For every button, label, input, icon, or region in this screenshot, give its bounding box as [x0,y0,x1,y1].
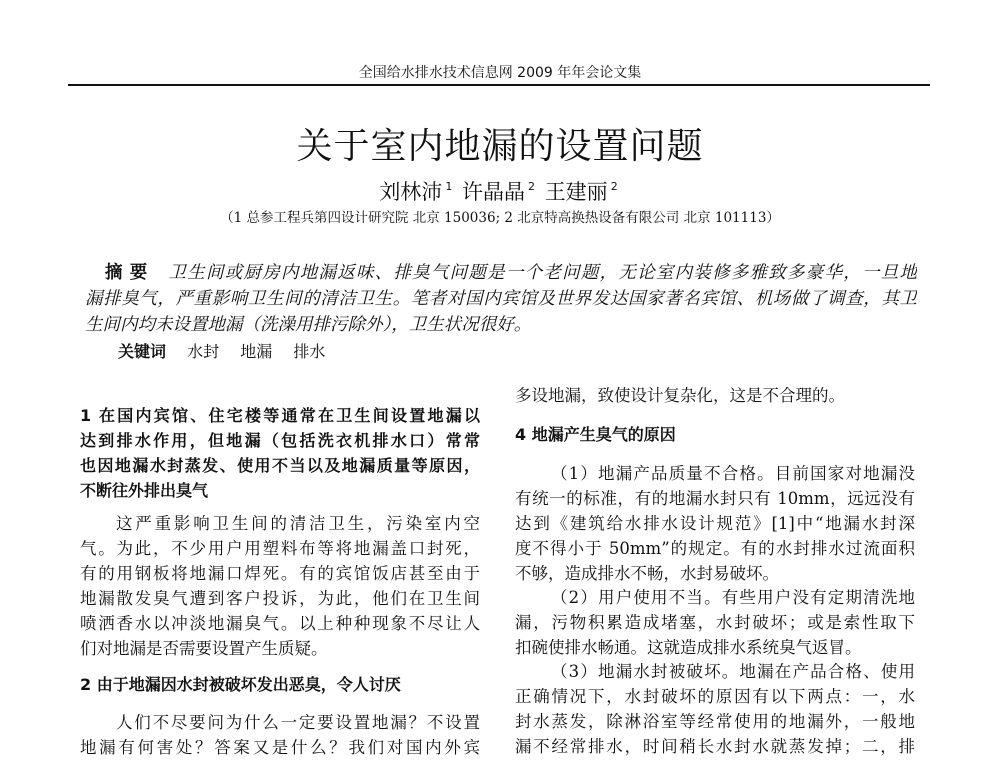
text-line: 地漏有何害处？答案又是什么？我们对国内外宾 [80,738,480,757]
author-affiliation-mark: 2 [528,180,535,193]
text-line: 们对地漏是否需要设置产生质疑。 [80,639,328,658]
section-2-heading [80,672,480,697]
text-line: 漏不经常排水，时间稍长水封水就蒸发掉；二，排 [515,737,915,756]
text-line: 多设地漏，致使设计复杂化，这是不合理的。 [515,386,845,405]
paper-title: 关于室内地漏的设置问题 [296,126,704,167]
text-line: 1 在国内宾馆、住宅楼等通常在卫生间设置地漏以 [80,406,480,425]
text-line: 有的用钢板将地漏口焊死。有的宾馆饭店甚至由于 [80,564,480,583]
text-line: （3）地漏水封被破坏。地漏在产品合格、使用 [551,662,915,681]
text-line: 气。为此，不少用户用塑料布等将地漏盖口封死， [80,539,480,558]
abstract-line: 生间内均未设置地漏（洗澡用排污除外），卫生状况很好。 [85,315,532,335]
section-1-heading [80,403,480,503]
header-rule [68,84,930,86]
text-line: （2）用户使用不当。有些用户没有定期清洗地 [551,588,915,607]
text-line: 封水蒸发，除淋浴室等经常使用的地漏外，一般地 [515,712,915,731]
section-4-item-1 [515,461,915,586]
section-4-item-3 [515,659,915,759]
text-line: 有统一的标准，有的地漏水封只有 10mm，远远没有 [515,489,915,508]
text-line: 人们不尽要问为什么一定要设置地漏？不设置 [116,713,480,732]
abstract-line [85,260,917,286]
text-line: 也因地漏水封蒸发、使用不当以及地漏质量等原因， [80,456,480,475]
text-line: 度不得小于 50mm”的规定。有的水封排水过流面积 [515,539,915,558]
section-1-paragraph [80,511,480,661]
abstract [85,260,917,338]
section-4-heading [515,422,915,447]
heading-line: 2 由于地漏因水封被破坏发出恶臭，令人讨厌 [80,675,401,694]
abstract-label: 摘要 [105,263,155,283]
text-line: 地漏散发臭气遭到客户投诉，为此，他们在卫生间 [80,589,480,608]
author-name: 刘林沛 [379,180,443,204]
keywords [118,339,341,365]
keyword: 水封 [187,342,220,361]
text-line: 喷洒香水以冲淡地漏臭气。以上种种现象不尽让人 [80,614,480,633]
keywords-label: 关键词 [118,342,167,361]
section-4-item-2 [515,585,915,660]
authors [0,176,1000,206]
running-head: 全国给水排水技术信息网 2009 年年会论文集 [358,65,642,81]
text-line: （1）地漏产品质量不合格。目前国家对地漏没 [551,464,915,483]
text-line: 达到《建筑给水排水设计规范》[1]中“地漏水封深 [515,514,915,533]
text-line: 不断往外排出臭气 [80,481,209,500]
section-3-paragraph-end [515,383,915,408]
abstract-line: 漏排臭气，严重影响卫生间的清洁卫生。笔者对国内宾馆及世界发达国家著名宾馆、机场做了调查，其卫 [85,289,917,309]
section-2-paragraph [80,710,480,760]
text-line: 这严重影响卫生间的清洁卫生，污染室内空 [116,514,480,533]
affiliations: （1 总参工程兵第四设计研究院 北京 150036; 2 北京特高换热设备有限公司 北京 101113） [220,210,780,226]
text-line: 达到排水作用，但地漏（包括洗衣机排水口）常常 [80,431,480,450]
keyword: 排水 [293,342,326,361]
abstract-text: 卫生间或厨房内地漏返味、排臭气问题是一个老问题，无论室内装修多雅致多豪华，一旦地 [168,263,917,283]
text-line: 正确情况下，水封破坏的原因有以下两点：一，水 [515,687,915,706]
text-line: 不够，造成排水不畅，水封易破坏。 [515,564,779,583]
text-line: 扣碗使排水畅通。这就造成排水系统臭气返冒。 [515,638,862,657]
author-name: 王建丽 [544,180,608,204]
author-affiliation-mark: 2 [610,180,618,193]
heading-line: 4 地漏产生臭气的原因 [515,425,676,444]
author-name: 许晶晶 [462,180,525,204]
keyword: 地漏 [240,342,273,361]
author-affiliation-mark: 1 [445,180,453,193]
text-line: 漏，污物积累造成堵塞，水封破坏；或是索性取下 [515,613,915,632]
